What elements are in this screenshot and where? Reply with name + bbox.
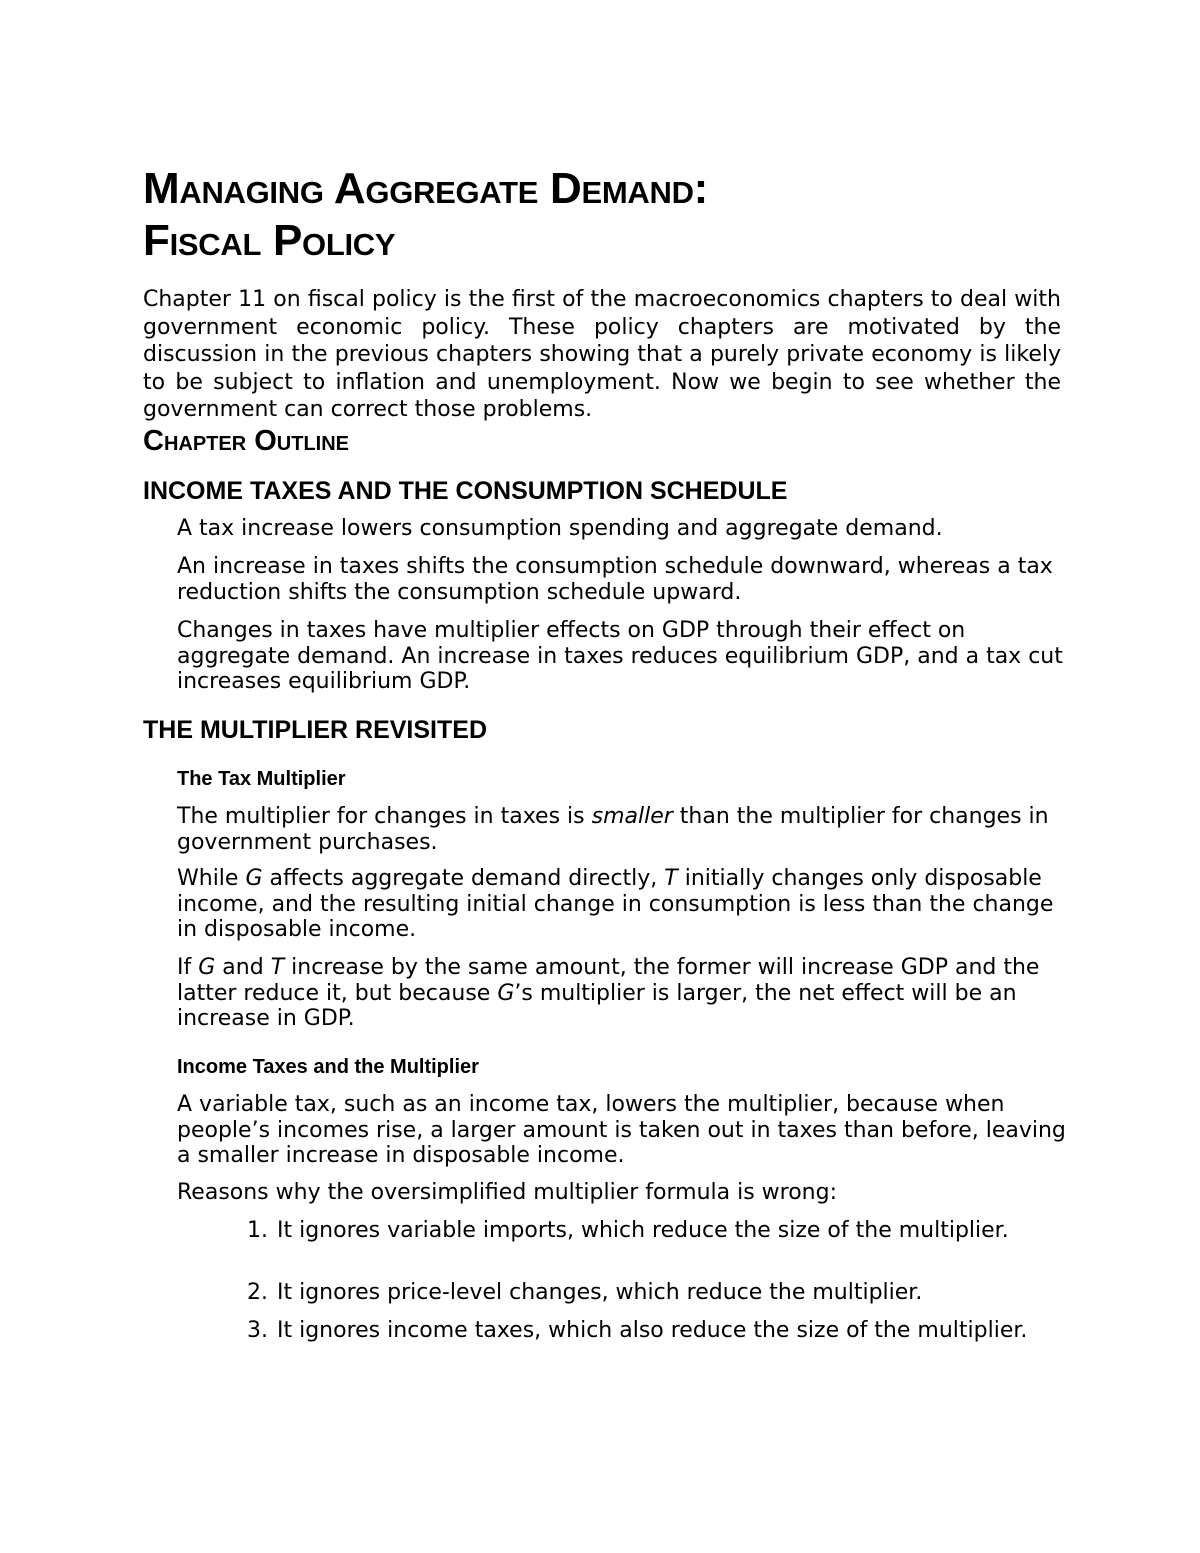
text-run: than the multiplier for changes in government purchases. — [177, 804, 1049, 855]
emphasis: smaller — [591, 804, 673, 829]
section-heading-income-taxes: INCOME TAXES AND THE CONSUMPTION SCHEDULE — [143, 477, 788, 505]
paragraph: Changes in taxes have multiplier effects on GDP through their effect on aggregate demand. An increase in taxes reduces equilibrium GDP, and a tax cut increases equilibrium GDP. — [177, 618, 1063, 694]
chapter-outline-heading: Chapter Outline — [143, 425, 350, 457]
list-text: It ignores income taxes, which also reduce the size of the multiplier. — [277, 1318, 1028, 1343]
paragraph — [177, 955, 1077, 1032]
text-run: initially changes only disposable income, and the resulting initial change in consumption is less than the change in disposable income. — [177, 866, 1054, 942]
text-run: increase by the same amount, the former will increase GDP and the latter reduce it, but because — [177, 955, 1040, 1006]
list-text: It ignores variable imports, which reduce the size of the multiplier. — [277, 1218, 1009, 1243]
text-run: While — [177, 866, 246, 891]
list-item — [247, 1218, 1047, 1244]
paragraph — [177, 866, 1077, 943]
text-run: ’s multiplier is larger, the net effect will be an increase in GDP. — [177, 980, 1017, 1031]
paragraph — [177, 804, 1077, 855]
list-number: 1. — [247, 1218, 268, 1243]
variable-g: G — [198, 955, 216, 980]
section-heading-multiplier-revisited: THE MULTIPLIER REVISITED — [143, 716, 487, 744]
variable-g: G — [497, 980, 515, 1006]
paragraph: An increase in taxes shifts the consumption schedule downward, whereas a tax reduction shifts the consumption schedule upward. — [177, 554, 1053, 605]
list-item — [247, 1318, 1047, 1344]
variable-t: T — [664, 866, 678, 891]
variable-t: T — [270, 955, 285, 980]
paragraph: Reasons why the oversimplified multiplier formula is wrong: — [177, 1180, 837, 1205]
text-run: and — [215, 955, 271, 980]
text-run: affects aggregate demand directly, — [262, 866, 665, 891]
text-run: The multiplier for changes in taxes is — [177, 804, 592, 829]
list-item — [247, 1280, 1047, 1306]
subheading-income-taxes-multiplier: Income Taxes and the Multiplier — [177, 1056, 479, 1078]
variable-g: G — [245, 866, 263, 891]
list-number: 3. — [247, 1318, 268, 1343]
document-title — [143, 163, 708, 267]
intro-paragraph: Chapter 11 on fiscal policy is the first of the macroeconomics chapters to deal with government economic policy. These policy chapters are motivated by the discussion in the previous chapters showing that a purely private economy is likely to be subject to inflation and unemployment. Now we begin to see whether the government can correct those problems. — [143, 287, 1061, 422]
text-run: If — [177, 955, 199, 980]
title-line-2: Fiscal Policy — [143, 216, 396, 265]
paragraph: A tax increase lowers consumption spending and aggregate demand. — [177, 516, 943, 541]
subheading-tax-multiplier: The Tax Multiplier — [177, 768, 346, 790]
title-line-1: Managing Aggregate Demand: — [143, 164, 709, 213]
list-number: 2. — [247, 1280, 268, 1305]
paragraph: A variable tax, such as an income tax, lowers the multiplier, because when people’s incomes rise, a larger amount is taken out in taxes than before, leaving a smaller increase in disposable income. — [177, 1092, 1066, 1168]
list-text: It ignores price-level changes, which reduce the multiplier. — [277, 1280, 923, 1305]
